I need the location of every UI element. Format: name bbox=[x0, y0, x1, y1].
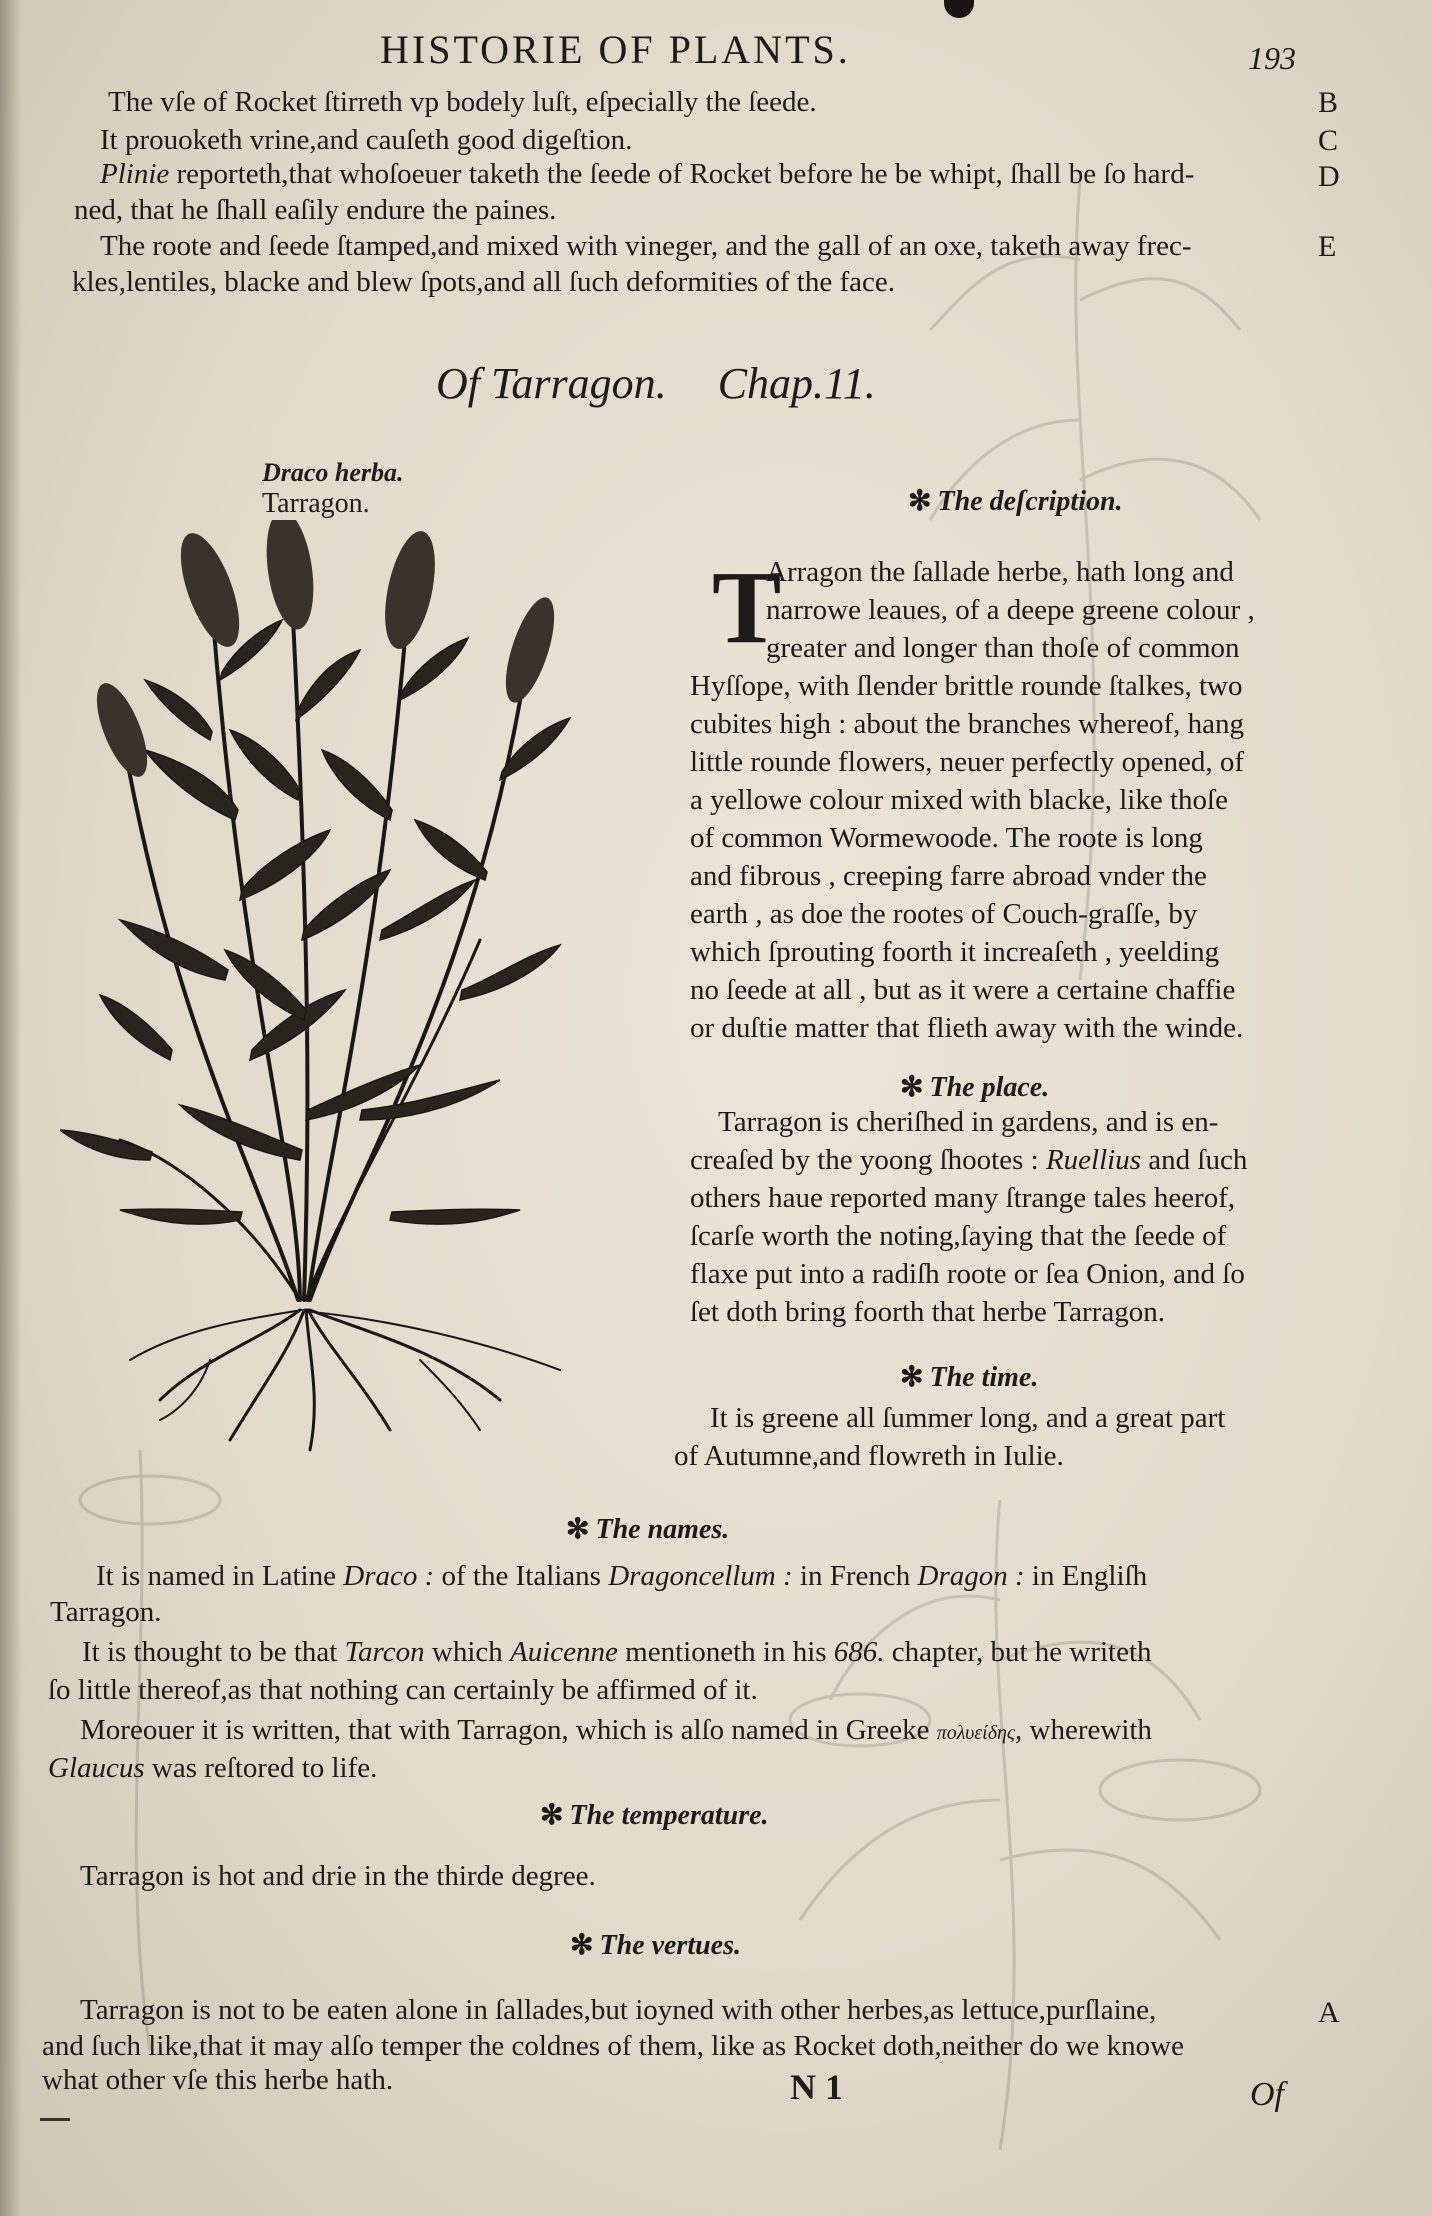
text-line: others haue reported many ſtrange tales heerof, bbox=[690, 1182, 1236, 1214]
chapter-heading: Of Tarragon. bbox=[436, 359, 667, 408]
text-line bbox=[100, 158, 1194, 191]
margin-letter-b: B bbox=[1318, 86, 1339, 119]
text-line: no ſeede at all , but as it were a certaine chaffie bbox=[690, 974, 1236, 1006]
text-line bbox=[82, 1636, 1152, 1669]
asterism-icon: ✻ bbox=[908, 486, 932, 517]
text-span: creaſed by the yoong ſhootes : bbox=[690, 1144, 1039, 1176]
author-name: Plinie bbox=[100, 158, 170, 190]
drop-cap: T bbox=[712, 550, 782, 665]
margin-letter-d: D bbox=[1318, 160, 1340, 193]
text-line: It is greene all ſummer long, and a great part bbox=[710, 1402, 1226, 1434]
text-span: and ſuch bbox=[1148, 1144, 1248, 1176]
text-line: narrowe leaues, of a deepe greene colour , bbox=[766, 594, 1255, 626]
section-heading-text: The names. bbox=[595, 1514, 730, 1545]
text-span: in Engliſh bbox=[1031, 1560, 1148, 1592]
text-line: which ſprouting foorth it increaſeth , yeelding bbox=[690, 936, 1220, 968]
text-line: ſcarſe worth the noting,ſaying that the ſeede of bbox=[690, 1220, 1227, 1252]
text-span: chapter, but he writeth bbox=[891, 1636, 1152, 1668]
ink-blot bbox=[944, 0, 974, 18]
figure-caption-english: Tarragon. bbox=[262, 488, 370, 519]
text-line: It prouoketh vrine,and cauſeth good digeſtion. bbox=[100, 124, 633, 156]
text-line: Tarragon is not to be eaten alone in ſallades,but ioyned with other herbes,as lettuce,purſlaine, bbox=[80, 1994, 1157, 2026]
section-heading-text: The time. bbox=[929, 1362, 1039, 1393]
tarragon-woodcut-icon bbox=[60, 520, 620, 1460]
text-line: Tarragon is hot and drie in the thirde degree. bbox=[80, 1860, 596, 1892]
italian-name: Dragoncellum : bbox=[608, 1560, 793, 1592]
text-span: , wherewith bbox=[1015, 1714, 1152, 1746]
text-line: what other vſe this herbe hath. bbox=[42, 2064, 394, 2096]
margin-letter-e: E bbox=[1318, 230, 1337, 263]
latin-name: Draco : bbox=[343, 1560, 435, 1592]
text-span: mentioneth in his bbox=[625, 1636, 827, 1668]
running-head: HISTORIE OF PLANTS. bbox=[380, 27, 851, 72]
section-heading-temperature bbox=[540, 1798, 769, 1832]
asterism-icon: ✻ bbox=[900, 1072, 924, 1103]
figure-caption-latin: Draco herba. bbox=[262, 458, 404, 487]
text-line bbox=[690, 1144, 1247, 1177]
section-heading-text: The temperature. bbox=[569, 1800, 769, 1831]
text-line bbox=[48, 1752, 377, 1785]
text-line: Tarragon. bbox=[50, 1596, 162, 1628]
text-line: Hyſſope, with ſlender brittle rounde ſtalkes, two bbox=[690, 670, 1243, 702]
text-line: ſet doth bring foorth that herbe Tarragon. bbox=[690, 1296, 1165, 1328]
text-line: Arragon the ſallade herbe, hath long and bbox=[766, 556, 1234, 588]
signature-mark: N 1 bbox=[790, 2067, 843, 2107]
text-line: and ſuch like,that it may alſo temper the coldnes of them, like as Rocket doth,neither do we knowe bbox=[42, 2030, 1184, 2062]
asterism-icon: ✻ bbox=[570, 1930, 594, 1961]
name-glaucus: Glaucus bbox=[48, 1752, 145, 1784]
text-line: and fibrous , creeping farre abroad vnder the bbox=[690, 860, 1207, 892]
text-line: flaxe put into a radiſh roote or ſea Onion, and ſo bbox=[690, 1258, 1245, 1290]
section-heading-names bbox=[566, 1512, 729, 1546]
section-heading-vertues bbox=[570, 1928, 741, 1962]
text-line: or duſtie matter that flieth away with the winde. bbox=[690, 1012, 1244, 1044]
text-line: ned, that he ſhall eaſily endure the paines. bbox=[74, 194, 557, 226]
page-number: 193 bbox=[1248, 40, 1296, 76]
text-span: It is thought to be that bbox=[82, 1636, 338, 1668]
section-heading-text: The place. bbox=[929, 1072, 1050, 1103]
text-line: kles,lentiles, blacke and blew ſpots,and all ſuch deformities of the face. bbox=[72, 266, 896, 298]
section-heading-description bbox=[908, 484, 1123, 518]
text-line bbox=[96, 1560, 1147, 1593]
text-line: of common Wormewoode. The roote is long bbox=[690, 822, 1203, 854]
asterism-icon: ✻ bbox=[540, 1800, 564, 1831]
text-line: The vſe of Rocket ſtirreth vp bodely luſt, eſpecially the ſeede. bbox=[108, 86, 817, 118]
text-span: which bbox=[431, 1636, 503, 1668]
asterism-icon: ✻ bbox=[566, 1514, 590, 1545]
section-heading-text: The deſcription. bbox=[937, 486, 1123, 517]
margin-mark bbox=[40, 2118, 70, 2121]
text-line: cubites high : about the branches whereof, hang bbox=[690, 708, 1245, 740]
text-span: in French bbox=[799, 1560, 911, 1592]
asterism-icon: ✻ bbox=[900, 1362, 924, 1393]
author-name: Ruellius bbox=[1045, 1144, 1142, 1176]
page-gutter-shadow bbox=[0, 0, 22, 2216]
margin-letter-c: C bbox=[1318, 124, 1339, 157]
text-line: The roote and ſeede ſtamped,and mixed with vineger, and the gall of an oxe, taketh away frec- bbox=[100, 230, 1192, 262]
text-line: of Autumne,and flowreth in Iulie. bbox=[674, 1440, 1064, 1472]
text-line: earth , as doe the rootes of Couch-graſſe, by bbox=[690, 898, 1198, 930]
text-span: Moreouer it is written, that with Tarragon, which is alſo named in Greeke bbox=[80, 1714, 930, 1746]
text-line: ſo little thereof,as that nothing can certainly be affirmed of it. bbox=[48, 1674, 758, 1706]
name-tarcon: Tarcon bbox=[344, 1636, 425, 1668]
section-heading-place bbox=[900, 1070, 1049, 1104]
text-line: greater and longer than thoſe of common bbox=[766, 632, 1240, 664]
greek-name: πολυείδης bbox=[936, 1722, 1016, 1744]
section-heading-text: The vertues. bbox=[599, 1930, 741, 1961]
author-name: Auicenne bbox=[510, 1636, 618, 1668]
text-span: was reſtored to life. bbox=[151, 1752, 378, 1784]
text-line: Tarragon is cheriſhed in gardens, and is en- bbox=[718, 1106, 1219, 1138]
text-span: of the Italians bbox=[441, 1560, 601, 1592]
text-span: reporteth,that whoſoeuer taketh the ſeede of Rocket before he be whipt, ſhall be ſo hard- bbox=[176, 158, 1195, 190]
french-name: Dragon : bbox=[917, 1560, 1025, 1592]
margin-letter-a: A bbox=[1318, 1996, 1340, 2029]
catchword: Of bbox=[1250, 2076, 1284, 2113]
text-line: a yellowe colour mixed with blacke, like thoſe bbox=[690, 784, 1228, 816]
chapter-reference: 686. bbox=[833, 1636, 885, 1668]
section-heading-time bbox=[900, 1360, 1038, 1394]
chapter-title bbox=[436, 358, 876, 409]
text-span: It is named in Latine bbox=[96, 1560, 336, 1592]
text-line: little rounde flowers, neuer perfectly opened, of bbox=[690, 746, 1245, 778]
chapter-number: Chap.11. bbox=[717, 359, 876, 408]
text-line bbox=[80, 1714, 1152, 1747]
